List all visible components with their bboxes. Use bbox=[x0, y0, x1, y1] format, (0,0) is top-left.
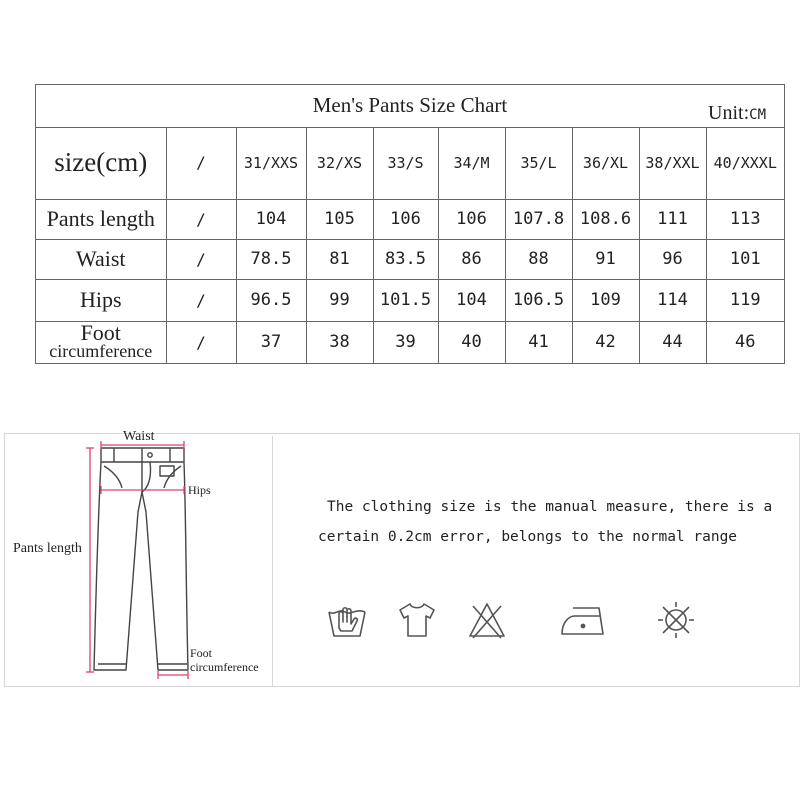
cell-value: 96 bbox=[639, 239, 706, 279]
cell-value: 78.5 bbox=[236, 239, 306, 279]
do-not-bleach-icon bbox=[467, 600, 507, 640]
unit-label bbox=[708, 102, 766, 125]
cell-value: 111 bbox=[639, 199, 706, 239]
unit-text: Unit: bbox=[708, 102, 750, 124]
cell-value: 39 bbox=[373, 321, 438, 363]
note-line2: certain 0.2cm error, belongs to the normal range bbox=[318, 529, 738, 545]
cell-value: 99 bbox=[306, 279, 373, 321]
size-col-3: 34/M bbox=[438, 127, 505, 199]
cell-value: 40 bbox=[438, 321, 505, 363]
cell-value: 101.5 bbox=[373, 279, 438, 321]
waist-label: Waist bbox=[123, 429, 155, 444]
title-row bbox=[36, 85, 784, 128]
cell-value: 44 bbox=[639, 321, 706, 363]
row-label-foot-circumference bbox=[36, 321, 166, 363]
row-label-hips: Hips bbox=[36, 279, 166, 321]
row-label-waist: Waist bbox=[36, 239, 166, 279]
cell-value: 81 bbox=[306, 239, 373, 279]
header-slash: / bbox=[166, 127, 236, 199]
size-col-7: 40/XXXL bbox=[706, 127, 784, 199]
row-slash: / bbox=[166, 321, 236, 363]
note-line1: The clothing size is the manual measure, there is a bbox=[327, 499, 773, 515]
size-col-2: 33/S bbox=[373, 127, 438, 199]
iron-icon bbox=[559, 600, 609, 640]
pants-length-label: Pants length bbox=[13, 541, 82, 556]
cell-value: 106 bbox=[373, 199, 438, 239]
foot-label-line1: Foot bbox=[80, 320, 121, 346]
cell-value: 105 bbox=[306, 199, 373, 239]
unit-value: CM bbox=[749, 107, 766, 123]
pants-diagram-icon bbox=[80, 440, 200, 680]
row-slash: / bbox=[166, 199, 236, 239]
cell-value: 104 bbox=[438, 279, 505, 321]
cell-value: 104 bbox=[236, 199, 306, 239]
cell-value: 37 bbox=[236, 321, 306, 363]
table-row bbox=[36, 199, 784, 239]
table-row bbox=[36, 321, 784, 363]
measurement-note bbox=[318, 492, 788, 552]
row-slash: / bbox=[166, 279, 236, 321]
cell-value: 119 bbox=[706, 279, 784, 321]
cell-value: 106 bbox=[438, 199, 505, 239]
foot-label-line1: Foot bbox=[190, 646, 213, 660]
cell-value: 114 bbox=[639, 279, 706, 321]
hand-wash-icon bbox=[326, 600, 368, 640]
cell-value: 107.8 bbox=[505, 199, 572, 239]
do-not-tumble-dry-icon bbox=[654, 600, 698, 640]
row-slash: / bbox=[166, 239, 236, 279]
cell-value: 109 bbox=[572, 279, 639, 321]
chart-title: Men's Pants Size Chart bbox=[312, 93, 508, 117]
size-col-5: 36/XL bbox=[572, 127, 639, 199]
foot-label-line2: circumference bbox=[190, 660, 259, 674]
cell-value: 91 bbox=[572, 239, 639, 279]
size-header-label: size(cm) bbox=[36, 127, 166, 199]
row-label-pants-length: Pants length bbox=[36, 199, 166, 239]
tshirt-icon bbox=[397, 600, 437, 640]
size-chart-table bbox=[35, 84, 785, 364]
header-row bbox=[36, 127, 784, 199]
size-col-0: 31/XXS bbox=[236, 127, 306, 199]
cell-value: 96.5 bbox=[236, 279, 306, 321]
foot-label-line2: circumference bbox=[49, 341, 153, 362]
cell-value: 86 bbox=[438, 239, 505, 279]
cell-value: 42 bbox=[572, 321, 639, 363]
cell-value: 106.5 bbox=[505, 279, 572, 321]
table-row bbox=[36, 279, 784, 321]
cell-value: 83.5 bbox=[373, 239, 438, 279]
cell-value: 46 bbox=[735, 332, 756, 353]
cell-value: 41 bbox=[505, 321, 572, 363]
cell-value: 108.6 bbox=[572, 199, 639, 239]
size-col-6: 38/XXL bbox=[639, 127, 706, 199]
cell-value: 88 bbox=[505, 239, 572, 279]
size-col-1: 32/XS bbox=[306, 127, 373, 199]
cell-value: 38 bbox=[306, 321, 373, 363]
cell-value: 113 bbox=[706, 199, 784, 239]
size-grid bbox=[36, 127, 784, 363]
foot-circumference-label bbox=[190, 646, 259, 674]
panel-divider bbox=[272, 436, 273, 686]
hips-label: Hips bbox=[188, 483, 211, 497]
table-row bbox=[36, 239, 784, 279]
size-col-4: 35/L bbox=[505, 127, 572, 199]
cell-value: 101 bbox=[706, 239, 784, 279]
